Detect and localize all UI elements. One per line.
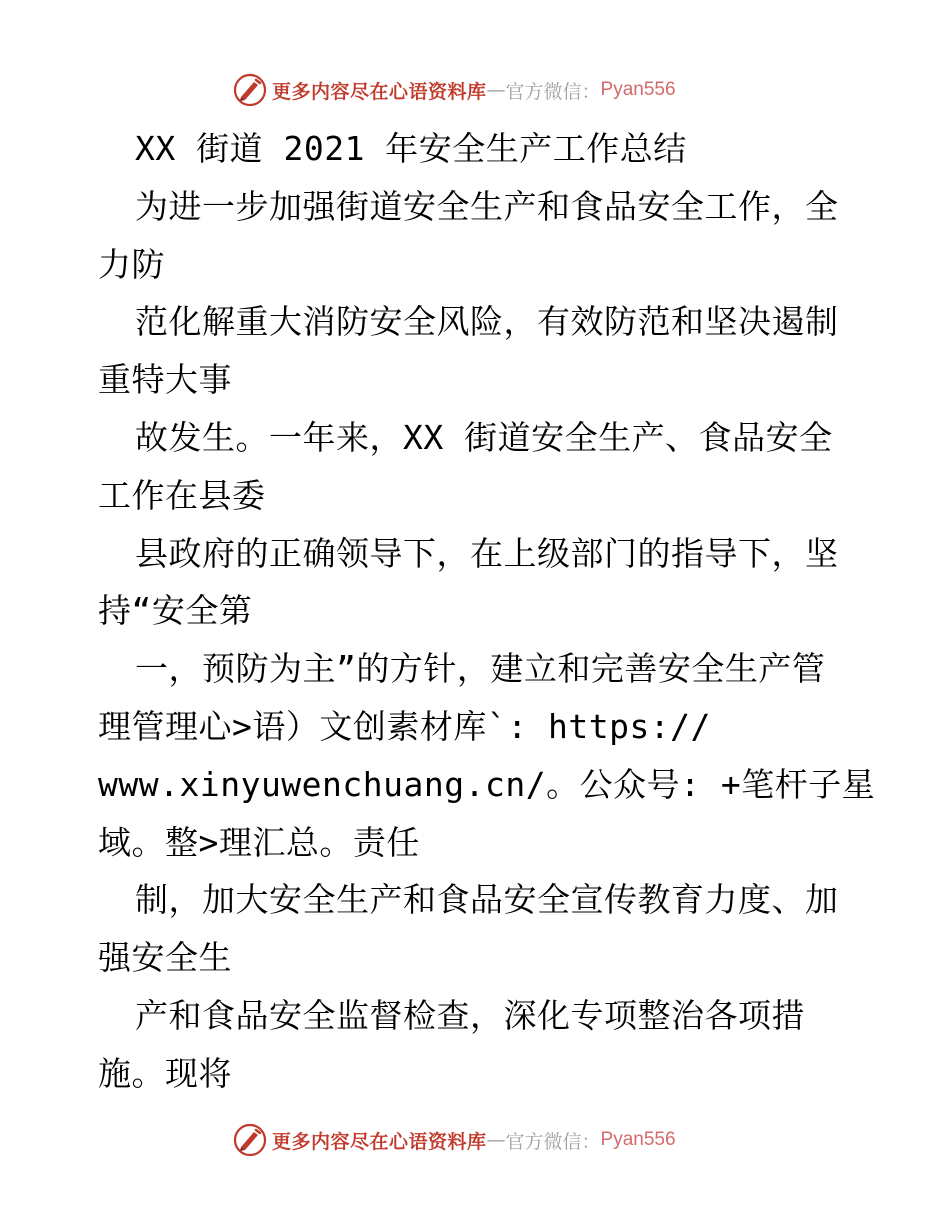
pen-logo-icon: [232, 1122, 268, 1158]
header-watermark-banner: [232, 70, 676, 110]
body-text-line: 制，加大安全生产和食品安全宣传教育力度、加: [135, 880, 839, 920]
body-text-line: 持“安全第: [98, 591, 253, 631]
body-text-line: 工作在县委: [98, 475, 266, 515]
banner-wechat-id: Pyan556: [600, 1129, 676, 1150]
banner-separator: —: [486, 79, 506, 101]
body-text-line: 范化解重大消防安全风险，有效防范和坚决遏制: [135, 302, 839, 342]
body-text-line: 产和食品安全监督检查，深化专项整治各项措: [135, 995, 805, 1035]
banner-wechat-id: Pyan556: [600, 79, 676, 100]
document-body: [98, 120, 876, 1103]
body-text-line: 域。整>理汇总。责任: [98, 822, 420, 862]
body-text-line: 理管理心>语）文创素材库`: https://: [98, 706, 711, 746]
banner-separator: —: [486, 1129, 506, 1151]
body-text-line: 重特大事: [98, 360, 232, 400]
banner-wechat-label: 官方微信：: [505, 1130, 601, 1153]
banner-slogan: 更多内容尽在心语资料库: [272, 80, 487, 103]
body-text-line: 故发生。一年来，XX 街道安全生产、食品安全: [135, 417, 833, 457]
body-text-line: 施。现将: [98, 1053, 232, 1093]
pen-logo-icon: [232, 72, 268, 108]
banner-slogan: 更多内容尽在心语资料库: [272, 1130, 487, 1153]
body-text-line: 县政府的正确领导下，在上级部门的指导下，坚: [135, 533, 839, 573]
body-text-line: 一，预防为主”的方针，建立和完善安全生产管: [135, 649, 826, 689]
body-text-line: 为进一步加强街道安全生产和食品安全工作，全: [135, 186, 839, 226]
footer-watermark-banner: [232, 1120, 676, 1160]
body-text-line: www.xinyuwenchuang.cn/。公众号: +笔杆子星: [98, 764, 876, 804]
document-title: XX 街道 2021 年安全生产工作总结: [135, 129, 687, 168]
body-text-line: 强安全生: [98, 938, 232, 978]
body-text-line: 力防: [98, 244, 165, 284]
banner-wechat-label: 官方微信：: [505, 80, 601, 103]
